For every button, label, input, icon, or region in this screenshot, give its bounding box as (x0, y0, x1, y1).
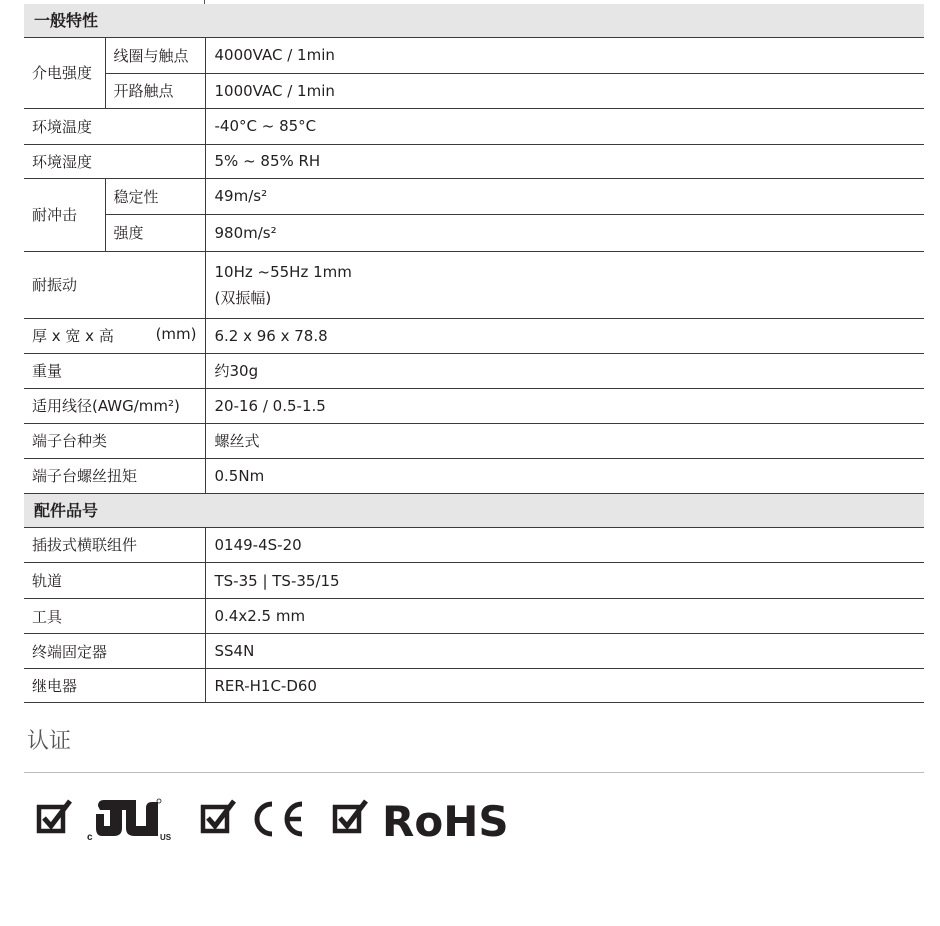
general-section-title: 一般特性 (24, 4, 924, 38)
table-row (24, 353, 924, 388)
ul-prefix: c (87, 832, 93, 843)
shock-label: 耐冲击 (24, 178, 105, 251)
weight-value: 约30g (205, 353, 924, 388)
checkbox-checked-icon (332, 796, 370, 836)
wire-gauge-value: 20-16 / 0.5-1.5 (205, 388, 924, 423)
table-row (24, 599, 924, 634)
table-row (24, 423, 924, 458)
certification-marks (36, 796, 536, 848)
vibration-value-line2: (双振幅) (214, 288, 272, 307)
table-row (24, 634, 924, 669)
table-row (24, 178, 924, 214)
table-row (24, 108, 924, 144)
certification-title: 认证 (27, 729, 72, 754)
ambient-temp-value: -40°C ~ 85°C (205, 108, 924, 144)
accessory-label: 插拔式横联组件 (24, 528, 205, 563)
dimensions-value: 6.2 x 96 x 78.8 (205, 318, 924, 353)
ambient-humidity-value: 5% ~ 85% RH (205, 144, 924, 178)
checkbox-checked-icon (200, 796, 238, 836)
ul-suffix: US (160, 833, 172, 842)
dimensions-unit: (mm) (155, 325, 197, 343)
ce-mark-icon (248, 796, 310, 840)
vibration-value-line1: 10Hz ~55Hz 1mm (214, 262, 352, 281)
coil-contact-label: 线圈与触点 (105, 38, 205, 73)
dielectric-label: 介电强度 (24, 38, 105, 108)
ambient-humidity-label: 环境湿度 (24, 144, 205, 178)
shock-strength-label: 强度 (105, 214, 205, 251)
checkbox-checked-icon (36, 796, 74, 836)
accessory-value: 0149-4S-20 (205, 528, 924, 563)
accessory-value: TS-35 | TS-35/15 (205, 563, 924, 599)
table-row (24, 563, 924, 599)
terminal-type-value: 螺丝式 (205, 423, 924, 458)
spec-sheet (24, 0, 924, 703)
general-spec-table (24, 38, 924, 494)
accessory-value: RER-H1C-D60 (205, 669, 924, 703)
table-row (24, 251, 924, 318)
rohs-text: RoHS (382, 797, 509, 844)
accessory-label: 继电器 (24, 669, 205, 703)
open-contact-label: 开路触点 (105, 73, 205, 108)
vibration-value (205, 251, 924, 318)
top-stub (24, 0, 924, 4)
open-contact-value: 1000VAC / 1min (205, 73, 924, 108)
shock-strength-value: 980m/s² (205, 214, 924, 251)
accessory-label: 工具 (24, 599, 205, 634)
accessories-section-title: 配件品号 (24, 494, 924, 528)
accessories-table (24, 528, 924, 704)
accessory-label: 轨道 (24, 563, 205, 599)
accessory-label: 终端固定器 (24, 634, 205, 669)
weight-label: 重量 (24, 353, 205, 388)
table-row (24, 669, 924, 703)
coil-contact-value: 4000VAC / 1min (205, 38, 924, 73)
table-row (24, 73, 924, 108)
ambient-temp-label: 环境温度 (24, 108, 205, 144)
certification-divider (24, 772, 924, 773)
shock-stability-label: 稳定性 (105, 178, 205, 214)
terminal-type-label: 端子台种类 (24, 423, 205, 458)
table-row (24, 318, 924, 353)
rohs-mark-icon (382, 796, 522, 844)
table-row (24, 528, 924, 563)
dimensions-label: 厚 x 宽 x 高 (32, 327, 114, 345)
table-row (24, 458, 924, 493)
ul-mark-icon (86, 796, 176, 844)
table-row (24, 214, 924, 251)
terminal-torque-label: 端子台螺丝扭矩 (24, 458, 205, 493)
dimensions-label-cell (24, 318, 205, 353)
accessory-value: 0.4x2.5 mm (205, 599, 924, 634)
shock-stability-value: 49m/s² (205, 178, 924, 214)
table-row (24, 388, 924, 423)
table-row (24, 144, 924, 178)
table-row (24, 38, 924, 73)
vibration-label: 耐振动 (24, 251, 205, 318)
accessory-value: SS4N (205, 634, 924, 669)
terminal-torque-value: 0.5Nm (205, 458, 924, 493)
wire-gauge-label: 适用线径(AWG/mm²) (24, 388, 205, 423)
